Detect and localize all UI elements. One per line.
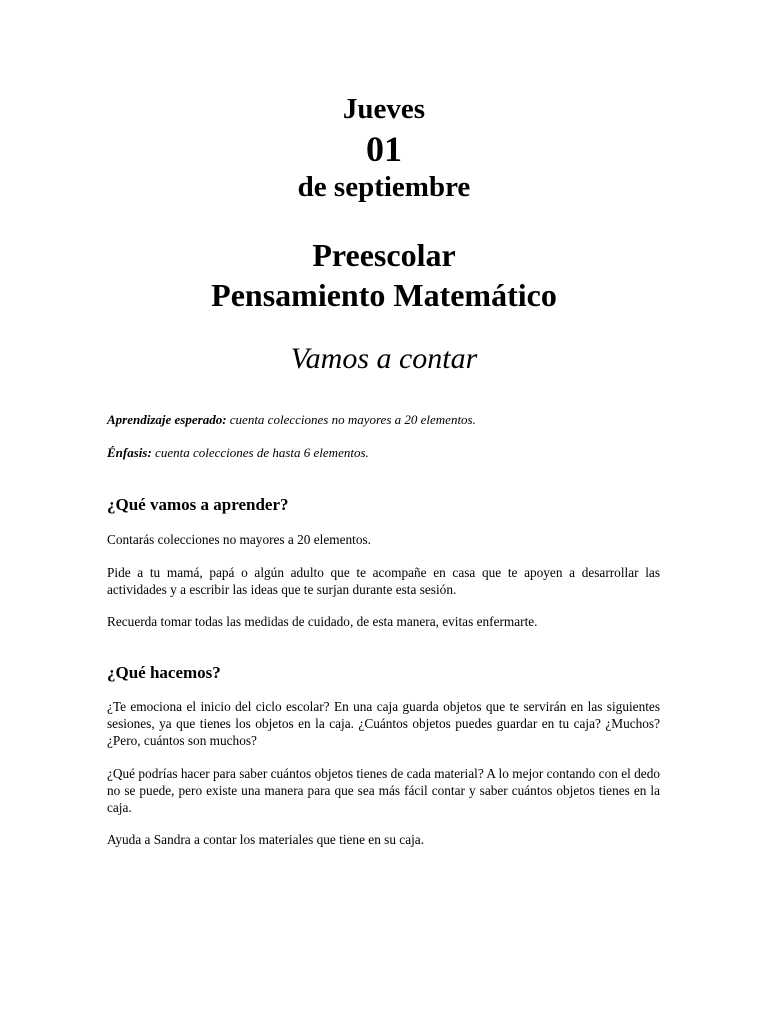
day-name: Jueves xyxy=(342,93,426,125)
month-label: de septiembre xyxy=(297,171,471,203)
section-heading-learn: ¿Qué vamos a aprender? xyxy=(107,495,289,514)
emphasis-text: cuenta colecciones de hasta 6 elementos. xyxy=(151,445,369,460)
paragraph: ¿Te emociona el inicio del ciclo escolar? En una caja guarda objetos que te servirán en las siguientes sesiones, ya que tienes los objetos en la caja. ¿Cuántos objetos puedes guardar en tu caja? ¿Muchos? ¿Pero, cuántos son muchos? xyxy=(107,699,660,748)
grade-title: Preescolar xyxy=(312,237,456,273)
subject-title: Pensamiento Matemático xyxy=(211,277,557,313)
learning-outcome-label: Aprendizaje esperado: xyxy=(107,412,227,427)
section-heading-do: ¿Qué hacemos? xyxy=(107,663,221,682)
emphasis-label: Énfasis: xyxy=(107,445,152,460)
paragraph: Pide a tu mamá, papá o algún adulto que te acompañe en casa que te apoyen a desarrollar las actividades y a escribir las ideas que te surjan durante esta sesión. xyxy=(107,565,660,597)
learning-outcome xyxy=(107,412,660,428)
paragraph: Recuerda tomar todas las medidas de cuidado, de esta manera, evitas enfermarte. xyxy=(107,614,538,629)
paragraph: Ayuda a Sandra a contar los materiales que tiene en su caja. xyxy=(107,832,425,847)
emphasis xyxy=(107,445,660,461)
paragraph: Contarás colecciones no mayores a 20 elementos. xyxy=(107,532,372,547)
paragraph: ¿Qué podrías hacer para saber cuántos objetos tienes de cada material? A lo mejor contando con el dedo no se puede, pero existe una manera para que sea más fácil contar y saber cuántos objetos tienes en la caja. xyxy=(107,766,660,815)
date-number: 01 xyxy=(366,129,402,169)
learning-outcome-text: cuenta colecciones no mayores a 20 elementos. xyxy=(226,412,476,427)
lesson-title: Vamos a contar xyxy=(290,342,478,375)
